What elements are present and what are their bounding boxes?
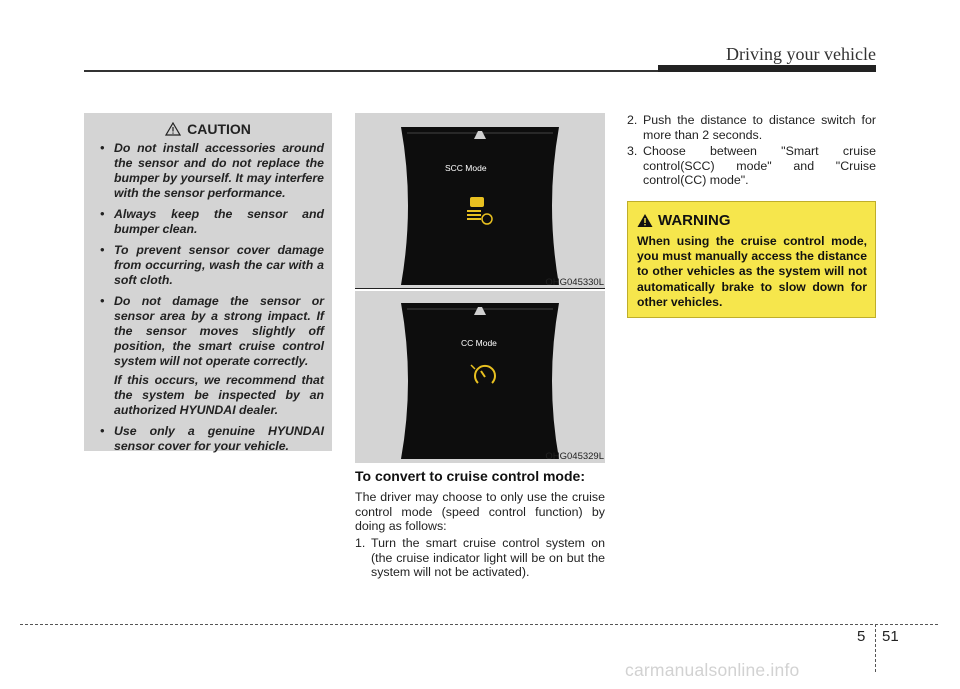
caution-box <box>84 113 332 451</box>
warning-triangle-icon <box>637 213 653 228</box>
footer-rule <box>20 624 938 625</box>
screen-label-scc: SCC Mode <box>445 163 487 173</box>
section-number: 5 <box>857 628 866 645</box>
step-number: 3. <box>627 144 638 158</box>
figure-code-2: OHG045329L <box>545 451 604 462</box>
caution-item: • Do not damage the sensor or sensor area by a strong impact. If the sensor moves slightly off position, the smart cruise control system will not operate correctly. <box>100 294 324 368</box>
header-bar <box>658 65 876 72</box>
step-item <box>627 113 876 142</box>
step-text: Push the distance to distance switch for more than 2 seconds. <box>643 113 876 142</box>
section-title: To convert to cruise control mode: <box>355 468 585 484</box>
chapter-title: Driving your vehicle <box>726 44 876 64</box>
warning-title: WARNING <box>658 212 731 229</box>
figure-cc-mode <box>355 291 605 463</box>
page-number: 51 <box>882 628 899 645</box>
screen-label-cc: CC Mode <box>461 338 497 348</box>
figure-rule-1 <box>355 288 605 289</box>
caution-item: • Always keep the sensor and bumper clean. <box>100 207 324 236</box>
caution-list-last <box>92 424 324 454</box>
caution-heading <box>92 121 324 137</box>
warning-heading <box>637 212 867 229</box>
step-text: Turn the smart cruise control system on (the cruise indicator light will be on but the system will not be activated). <box>371 536 605 579</box>
step-item <box>627 144 876 188</box>
caution-item: • To prevent sensor cover damage from occurring, wash the car with a soft cloth. <box>100 243 324 287</box>
footer-divider <box>875 624 876 672</box>
caution-title: CAUTION <box>187 121 251 137</box>
step-text: Choose between "Smart cruise control(SCC) mode" and "Cruise control(CC) mode". <box>643 144 876 187</box>
figure-code-1: OHG045330L <box>545 277 604 288</box>
watermark: carmanualsonline.info <box>625 660 800 680</box>
header-rule <box>84 70 660 72</box>
scc-mode-screen <box>355 113 605 288</box>
section-intro: The driver may choose to only use the cruise control mode (speed control function) by doing as follows: <box>355 490 605 533</box>
cc-mode-screen <box>355 291 605 463</box>
caution-list <box>92 141 324 369</box>
warning-text: When using the cruise control mode, you must manually access the distance to other vehicles as the system will not automatically brake to slow down for other vehicles. <box>637 234 867 309</box>
step-item <box>355 536 605 580</box>
caution-continuation: If this occurs, we recommend that the system be inspected by an authorized HYUNDAI dealer. <box>114 373 324 417</box>
figure-scc-mode <box>355 113 605 288</box>
caution-item: • Use only a genuine HYUNDAI sensor cover for your vehicle. <box>100 424 324 453</box>
caution-triangle-icon <box>165 122 181 136</box>
caution-item: • Do not install accessories around the sensor and do not replace the bumper by yourself. It may interfere with the sensor performance. <box>100 141 324 200</box>
step-number: 1. <box>355 536 366 550</box>
step-number: 2. <box>627 113 638 127</box>
warning-box <box>627 201 876 318</box>
